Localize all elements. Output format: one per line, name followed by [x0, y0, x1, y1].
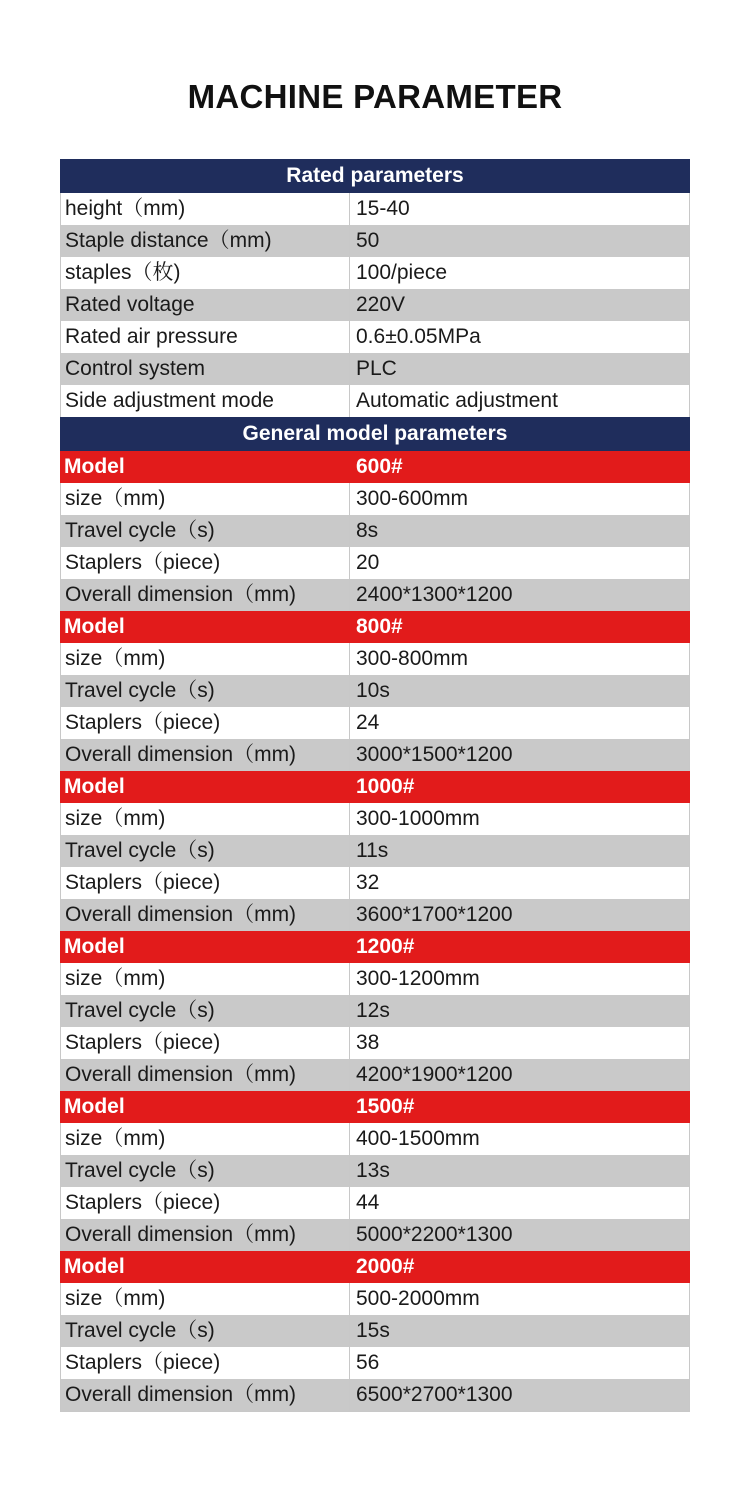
table-row	[60, 1059, 690, 1091]
table-row	[60, 1219, 690, 1251]
param-value: 220V	[350, 289, 690, 321]
table-row	[60, 353, 690, 385]
param-value: 400-1500mm	[350, 1123, 690, 1155]
param-label: Travel cycle（s)	[60, 835, 350, 867]
table-row	[60, 739, 690, 771]
model-row	[60, 451, 690, 483]
param-value: 300-600mm	[350, 483, 690, 515]
param-value: 1000#	[356, 775, 415, 798]
param-value: 32	[350, 867, 690, 899]
table-row	[60, 899, 690, 931]
param-label: size（mm)	[60, 643, 350, 675]
param-label: Staplers（piece)	[60, 547, 350, 579]
param-label: Travel cycle（s)	[60, 515, 350, 547]
table-row	[60, 257, 690, 289]
table-row	[60, 675, 690, 707]
table-row	[60, 1123, 690, 1155]
param-value: 4200*1900*1200	[350, 1059, 690, 1091]
table-row	[60, 1283, 690, 1315]
param-label: Control system	[60, 353, 350, 385]
model-row	[60, 931, 690, 963]
param-label: Travel cycle（s)	[60, 675, 350, 707]
model-row	[60, 1251, 690, 1283]
param-label: height（mm)	[60, 193, 350, 225]
table-row	[60, 1027, 690, 1059]
param-value: 15-40	[350, 193, 690, 225]
param-label: Rated voltage	[60, 289, 350, 321]
param-value: 5000*2200*1300	[350, 1219, 690, 1251]
model-row	[60, 771, 690, 803]
model-row	[60, 1091, 690, 1123]
param-value: 6500*2700*1300	[350, 1379, 690, 1411]
param-label: Model	[64, 1095, 125, 1118]
table-row	[60, 1315, 690, 1347]
table-row	[60, 579, 690, 611]
param-label: Overall dimension（mm)	[60, 579, 350, 611]
param-value: 300-1000mm	[350, 803, 690, 835]
param-label: Staple distance（mm)	[60, 225, 350, 257]
table-row	[60, 547, 690, 579]
param-label: Model	[64, 775, 125, 798]
param-label: size（mm)	[60, 963, 350, 995]
table-row	[60, 707, 690, 739]
param-label: Overall dimension（mm)	[60, 1379, 350, 1411]
param-value: 3600*1700*1200	[350, 899, 690, 931]
param-value: 38	[350, 1027, 690, 1059]
param-value: 1500#	[356, 1095, 415, 1118]
table-row	[60, 483, 690, 515]
parameter-table	[60, 159, 690, 1412]
param-value: 11s	[350, 835, 690, 867]
param-label: Overall dimension（mm)	[60, 899, 350, 931]
param-label: Travel cycle（s)	[60, 1315, 350, 1347]
table-row	[60, 193, 690, 225]
table-row	[60, 963, 690, 995]
table-row	[60, 995, 690, 1027]
param-value: PLC	[350, 353, 690, 385]
param-label: size（mm)	[60, 1283, 350, 1315]
param-value: 10s	[350, 675, 690, 707]
param-label: size（mm)	[60, 803, 350, 835]
param-value: Automatic adjustment	[350, 385, 690, 417]
param-label: Staplers（piece)	[60, 867, 350, 899]
param-label: Staplers（piece)	[60, 1347, 350, 1379]
table-row	[60, 803, 690, 835]
table-row	[60, 1155, 690, 1187]
param-label: Staplers（piece)	[60, 707, 350, 739]
general-rows	[60, 451, 690, 1411]
param-label: Staplers（piece)	[60, 1027, 350, 1059]
param-value: 13s	[350, 1155, 690, 1187]
model-row	[60, 611, 690, 643]
table-row	[60, 515, 690, 547]
param-value: 600#	[356, 455, 403, 478]
param-label: Side adjustment mode	[60, 385, 350, 417]
param-label: Travel cycle（s)	[60, 1155, 350, 1187]
table-row	[60, 321, 690, 353]
table-row	[60, 1187, 690, 1219]
param-label: Travel cycle（s)	[60, 995, 350, 1027]
param-label: Model	[64, 935, 125, 958]
param-value: 100/piece	[350, 257, 690, 289]
param-value: 800#	[356, 615, 403, 638]
param-label: Staplers（piece)	[60, 1187, 350, 1219]
param-label: staples（枚)	[60, 257, 350, 289]
table-row	[60, 289, 690, 321]
param-value: 300-800mm	[350, 643, 690, 675]
param-value: 56	[350, 1347, 690, 1379]
param-label: Model	[64, 1255, 125, 1278]
general-parameters-header: General model parameters	[60, 417, 690, 451]
param-label: Overall dimension（mm)	[60, 1219, 350, 1251]
param-label: Rated air pressure	[60, 321, 350, 353]
param-value: 500-2000mm	[350, 1283, 690, 1315]
param-value: 12s	[350, 995, 690, 1027]
table-row	[60, 1379, 690, 1411]
param-value: 0.6±0.05MPa	[350, 321, 690, 353]
table-row	[60, 225, 690, 257]
table-row	[60, 385, 690, 417]
param-value: 50	[350, 225, 690, 257]
param-label: Overall dimension（mm)	[60, 1059, 350, 1091]
table-row	[60, 835, 690, 867]
param-label: Model	[64, 455, 125, 478]
param-value: 8s	[350, 515, 690, 547]
param-value: 2400*1300*1200	[350, 579, 690, 611]
param-value: 20	[350, 547, 690, 579]
table-row	[60, 643, 690, 675]
param-label: size（mm)	[60, 1123, 350, 1155]
param-label: Overall dimension（mm)	[60, 739, 350, 771]
table-row	[60, 867, 690, 899]
param-value: 15s	[350, 1315, 690, 1347]
param-value: 24	[350, 707, 690, 739]
param-value: 2000#	[356, 1255, 415, 1278]
param-label: Model	[64, 615, 125, 638]
param-value: 44	[350, 1187, 690, 1219]
param-value: 300-1200mm	[350, 963, 690, 995]
table-row	[60, 1347, 690, 1379]
rated-rows	[60, 193, 690, 417]
param-label: size（mm)	[60, 483, 350, 515]
param-value: 1200#	[356, 935, 415, 958]
rated-parameters-header: Rated parameters	[60, 159, 690, 193]
param-value: 3000*1500*1200	[350, 739, 690, 771]
page-title: MACHINE PARAMETER	[187, 78, 563, 115]
